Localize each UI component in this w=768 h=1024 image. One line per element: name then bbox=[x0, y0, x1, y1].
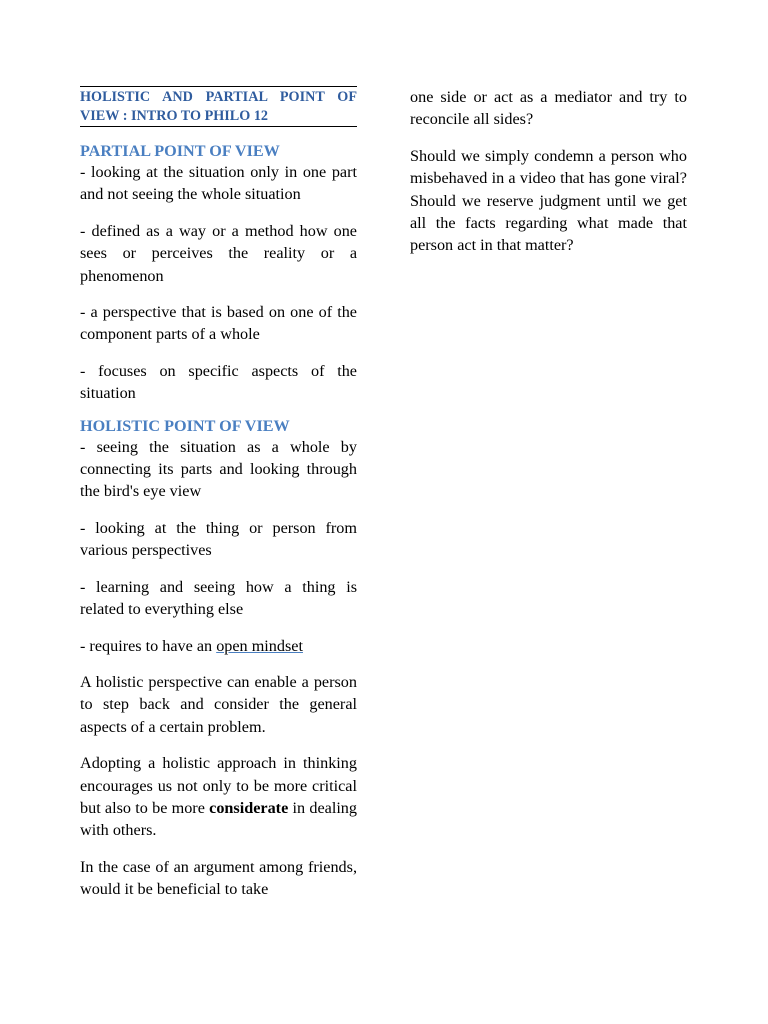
holistic-heading: HOLISTIC POINT OF VIEW bbox=[80, 416, 290, 435]
paragraph-argument-end: one side or act as a mediator and try to reconcile all sides? bbox=[410, 88, 687, 129]
holistic-item: - looking at the thing or person from various perspectives bbox=[80, 518, 357, 560]
p2-start: Adopting a holistic approach in thinking encourages us not only to be more critical but also to be more bbox=[80, 754, 357, 817]
paragraph-condemn: Should we simply condemn a person who misbehaved in a video that has gone viral? Should we reserve judgment until we get all the facts regarding what made that person act in that matter? bbox=[410, 146, 687, 255]
mindset-prefix: - requires to have an bbox=[80, 636, 217, 655]
partial-item: - focuses on specific aspects of the situation bbox=[80, 361, 357, 403]
partial-item: - defined as a way or a method how one sees or perceives the reality or a phenomenon bbox=[80, 221, 357, 285]
holistic-item: - learning and seeing how a thing is related to everything else bbox=[80, 577, 357, 619]
right-column bbox=[410, 86, 687, 271]
partial-item: - a perspective that is based on one of the component parts of a whole bbox=[80, 303, 357, 344]
title-block bbox=[80, 86, 357, 127]
p2-bold: considerate bbox=[209, 798, 289, 817]
paragraph-argument-start: In the case of an argument among friends, would it be beneficial to take bbox=[80, 857, 357, 899]
paragraph-holistic-perspective: A holistic perspective can enable a person to step back and consider the general aspects of a certain problem. bbox=[80, 672, 357, 736]
partial-item: - looking at the situation only in one part and not seeing the whole situation bbox=[80, 163, 357, 204]
p2-end: in dealing with others. bbox=[80, 798, 357, 840]
holistic-item: - seeing the situation as a whole by connecting its parts and looking through the bird's eye view bbox=[80, 437, 357, 501]
holistic-item-mindset bbox=[80, 635, 357, 657]
document-title: HOLISTIC AND PARTIAL POINT OF VIEW : INTRO TO PHILO 12 bbox=[80, 89, 357, 124]
open-mindset-link[interactable]: open mindset bbox=[216, 636, 303, 655]
paragraph-holistic-approach bbox=[80, 752, 357, 842]
partial-heading: PARTIAL POINT OF VIEW bbox=[80, 142, 280, 160]
left-column bbox=[80, 86, 357, 915]
